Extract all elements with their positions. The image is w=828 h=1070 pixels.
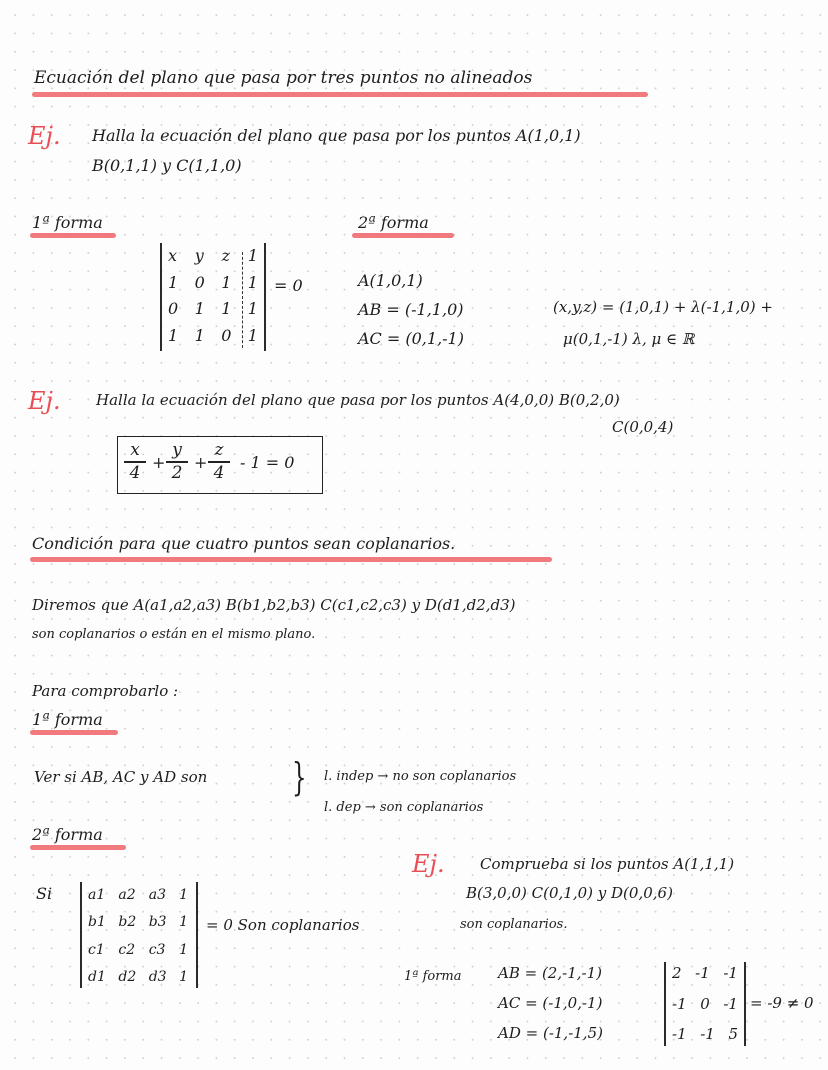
- fraction-y: y 2: [166, 442, 188, 482]
- matrix-row: 1 0 1 1: [168, 272, 258, 292]
- forma2-label: 2ª forma: [358, 213, 429, 232]
- vector-ad: AD = (-1,-1,5): [498, 1024, 603, 1042]
- det-result: = 0 Son coplanarios: [206, 916, 360, 934]
- section-title-three-points: Ecuación del plano que pasa por tres puntos no alineados: [34, 68, 533, 88]
- matrix-equals: = 0: [274, 276, 303, 295]
- det2-right-bar: [744, 962, 746, 1046]
- plus-sign: +: [194, 453, 208, 472]
- det-row: d1 d2 d3 1: [88, 968, 188, 985]
- forma2-point: A(1,0,1): [358, 271, 423, 290]
- option-dependent: l. dep → son coplanarios: [324, 800, 484, 815]
- matrix-row: 1 1 0 1: [168, 325, 258, 345]
- forma2-vector-ac: AC = (0,1,-1): [358, 329, 464, 348]
- det-row: -1 0 -1: [672, 994, 738, 1013]
- vector-ab: AB = (2,-1,-1): [498, 964, 602, 982]
- solution-determinant: [672, 966, 738, 1042]
- forma1b-label: 1ª forma: [32, 710, 103, 729]
- plus-sign: +: [152, 453, 166, 472]
- example1-line1: Halla la ecuación del plano que pasa por los puntos A(1,0,1): [92, 126, 581, 145]
- example-mark: Ej.: [28, 387, 61, 415]
- coplanar-intro-line2: son coplanarios o están en el mismo plano.: [32, 627, 316, 642]
- det-row: b1 b2 b3 1: [88, 914, 188, 931]
- vector-ac: AC = (-1,0,-1): [498, 994, 603, 1012]
- title2-highlight: [30, 557, 552, 562]
- matrix-right-bar: [264, 243, 266, 351]
- example3-line2: B(3,0,0) C(0,1,0) y D(0,0,6): [466, 884, 673, 902]
- title-highlight: [32, 92, 648, 97]
- forma2b-highlight: [30, 845, 126, 850]
- example3-line1: Comprueba si los puntos A(1,1,1): [480, 855, 735, 873]
- check-heading: Para comprobarlo :: [32, 682, 179, 700]
- forma2-highlight: [352, 233, 454, 238]
- si-label: Si: [36, 884, 53, 903]
- parametric-equation-cont: μ(0,1,-1) λ, μ ∈ ℝ: [563, 330, 695, 348]
- fraction-z: z 4: [208, 442, 230, 482]
- example2-line1: Halla la ecuación del plano que pasa por los puntos A(4,0,0) B(0,2,0): [96, 391, 620, 409]
- det-row: a1 a2 a3 1: [88, 887, 188, 903]
- example3-line3: son coplanarios.: [460, 917, 568, 932]
- example1-line2: B(0,1,1) y C(1,1,0): [92, 156, 242, 175]
- forma1-highlight: [30, 233, 116, 238]
- coplanar-determinant: [88, 888, 188, 984]
- forma1b-highlight: [30, 730, 118, 735]
- det2-left-bar: [664, 962, 666, 1046]
- curly-brace: }: [292, 755, 307, 799]
- option-independent: l. indep → no son coplanarios: [324, 769, 517, 784]
- forma2-vector-ab: AB = (-1,1,0): [358, 300, 464, 319]
- example-mark: Ej.: [28, 122, 61, 150]
- matrix-row: 0 1 1 1: [168, 299, 258, 319]
- matrix-row: x y z 1: [168, 246, 258, 265]
- answer-tail: - 1 = 0: [240, 453, 295, 472]
- plane-matrix: [168, 248, 258, 344]
- det-row: -1 -1 5: [672, 1025, 738, 1043]
- parametric-equation: (x,y,z) = (1,0,1) + λ(-1,1,0) +: [553, 298, 773, 316]
- det-row: c1 c2 c3 1: [88, 941, 188, 958]
- fraction-x: x 4: [124, 442, 146, 482]
- forma1-label: 1ª forma: [32, 213, 103, 232]
- det-row: 2 -1 -1: [672, 964, 738, 982]
- solution-result: = -9 ≠ 0: [750, 994, 814, 1012]
- det-right-bar: [196, 882, 198, 988]
- solution-label: 1ª forma: [404, 969, 462, 984]
- example-mark: Ej.: [412, 850, 445, 878]
- forma1b-text: Ver si AB, AC y AD son: [34, 768, 208, 786]
- section-title-coplanar: Condición para que cuatro puntos sean coplanarios.: [32, 534, 456, 553]
- example2-line2: C(0,0,4): [612, 418, 674, 436]
- coplanar-intro-line1: Diremos que A(a1,a2,a3) B(b1,b2,b3) C(c1,c2,c3) y D(d1,d2,d3): [32, 596, 516, 614]
- det-left-bar: [80, 882, 82, 988]
- matrix-left-bar: [160, 243, 162, 351]
- forma2b-label: 2ª forma: [32, 825, 103, 844]
